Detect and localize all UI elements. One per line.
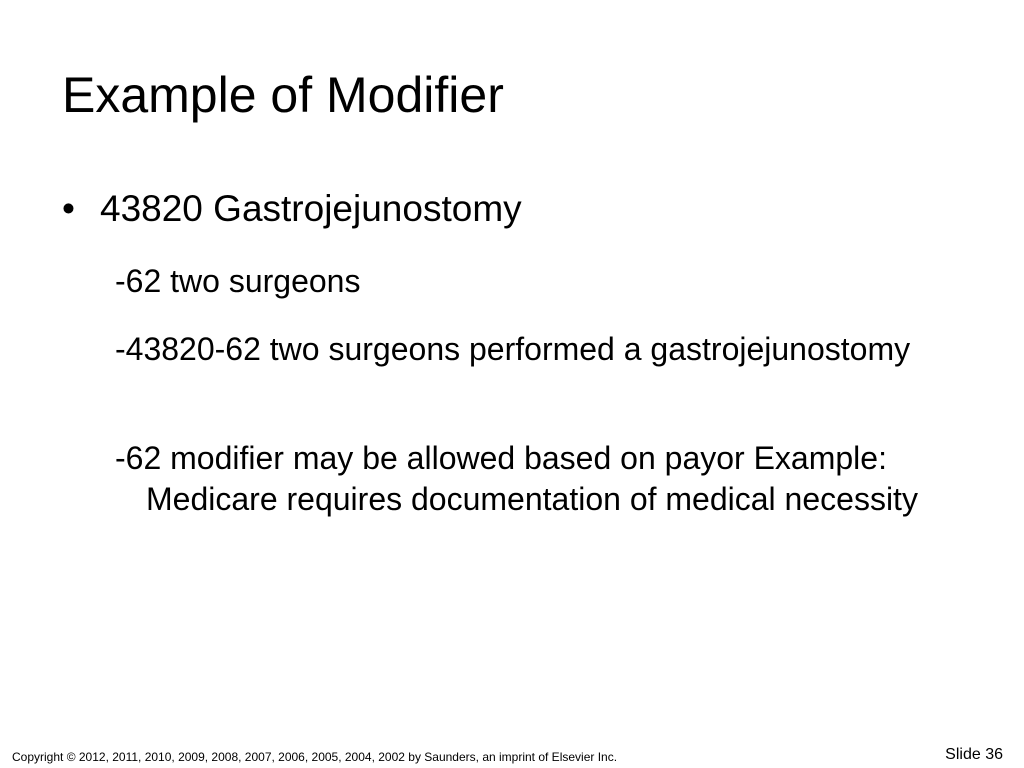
sub-item-two-surgeons: -62 two surgeons <box>115 263 361 299</box>
copyright-footer: Copyright © 2012, 2011, 2010, 2009, 2008, 2007, 2006, 2005, 2004, 2002 by Saunders, an imprint of Elsevier Inc. <box>12 750 618 764</box>
sub-item-example-code: -43820-62 two surgeons performed a gastrojejunostomy <box>115 331 911 367</box>
slide-number: Slide 36 <box>945 746 1003 763</box>
main-bullet <box>62 186 522 232</box>
bullet-marker: • <box>62 188 75 229</box>
main-bullet-text: 43820 Gastrojejunostomy <box>100 188 522 229</box>
sub-item-payor-note: -62 modifier may be allowed based on payor Example: Medicare requires documentation of medical necessity <box>115 440 918 517</box>
slide-title: Example of Modifier <box>62 67 504 123</box>
